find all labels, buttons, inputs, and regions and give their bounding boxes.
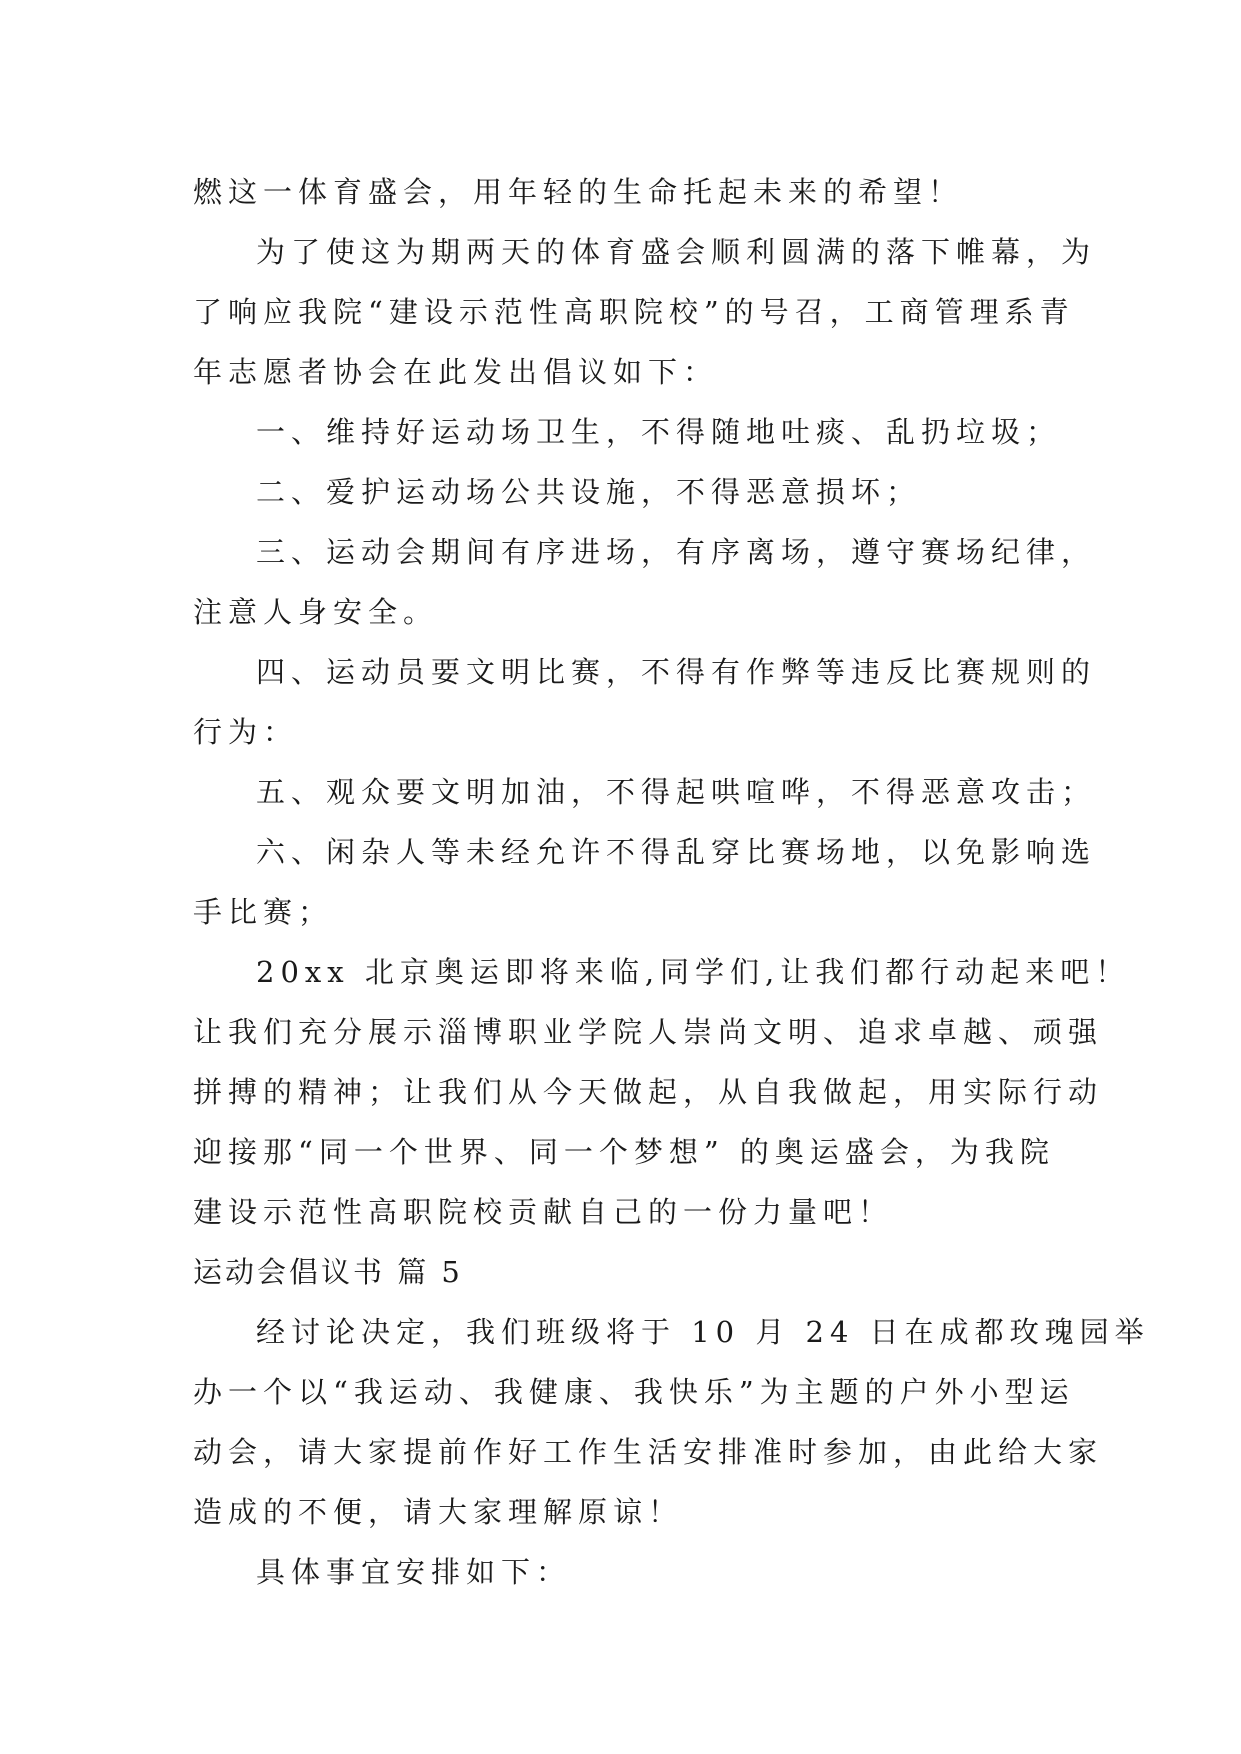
paragraph-line: 了响应我院“建设示范性高职院校”的号召，工商管理系青 <box>193 295 1075 329</box>
paragraph-line: 手比赛； <box>193 895 334 929</box>
paragraph-line: 为了使这为期两天的体育盛会顺利圆满的落下帷幕，为 <box>256 235 1097 269</box>
list-item: 三、运动会期间有序进场，有序离场，遵守赛场纪律， <box>256 535 1097 569</box>
paragraph-line: 办一个以“我运动、我健康、我快乐”为主题的户外小型运 <box>193 1375 1075 1409</box>
list-item: 五、观众要文明加油，不得起哄喧哗，不得恶意攻击； <box>256 775 1097 809</box>
list-item: 四、运动员要文明比赛，不得有作弊等违反比赛规则的 <box>256 655 1097 689</box>
paragraph-line: 让我们充分展示淄博职业学院人崇尚文明、追求卓越、顽强 <box>193 1015 1104 1049</box>
paragraph-line: 具体事宜安排如下： <box>256 1555 572 1589</box>
paragraph-line: 拼搏的精神；让我们从今天做起，从自我做起，用实际行动 <box>193 1075 1104 1109</box>
paragraph-line: 建设示范性高职院校贡献自己的一份力量吧！ <box>193 1195 894 1229</box>
paragraph-line: 迎接那“同一个世界、同一个梦想” 的奥运盛会，为我院 <box>193 1135 1055 1169</box>
list-item: 六、闲杂人等未经允许不得乱穿比赛场地，以免影响选 <box>256 835 1097 869</box>
paragraph-line: 年志愿者协会在此发出倡议如下： <box>193 355 719 389</box>
paragraph-line: 注意人身安全。 <box>193 595 439 629</box>
paragraph-line: 20xx 北京奥运即将来临,同学们,让我们都行动起来吧！ <box>256 955 1131 989</box>
paragraph-line: 造成的不便，请大家理解原谅！ <box>193 1495 684 1529</box>
paragraph-line: 动会，请大家提前作好工作生活安排准时参加，由此给大家 <box>193 1435 1104 1469</box>
document-body <box>193 162 1150 1602</box>
paragraph-line: 行为： <box>193 715 299 749</box>
paragraph-line: 经讨论决定，我们班级将于 10 月 24 日在成都玫瑰园举 <box>256 1315 1150 1349</box>
list-item: 二、爱护运动场公共设施，不得恶意损坏； <box>256 475 922 509</box>
section-heading: 运动会倡议书 篇 5 <box>193 1255 463 1289</box>
list-item: 一、维持好运动场卫生，不得随地吐痰、乱扔垃圾； <box>256 415 1062 449</box>
paragraph-line: 燃这一体育盛会，用年轻的生命托起未来的希望！ <box>193 175 964 209</box>
